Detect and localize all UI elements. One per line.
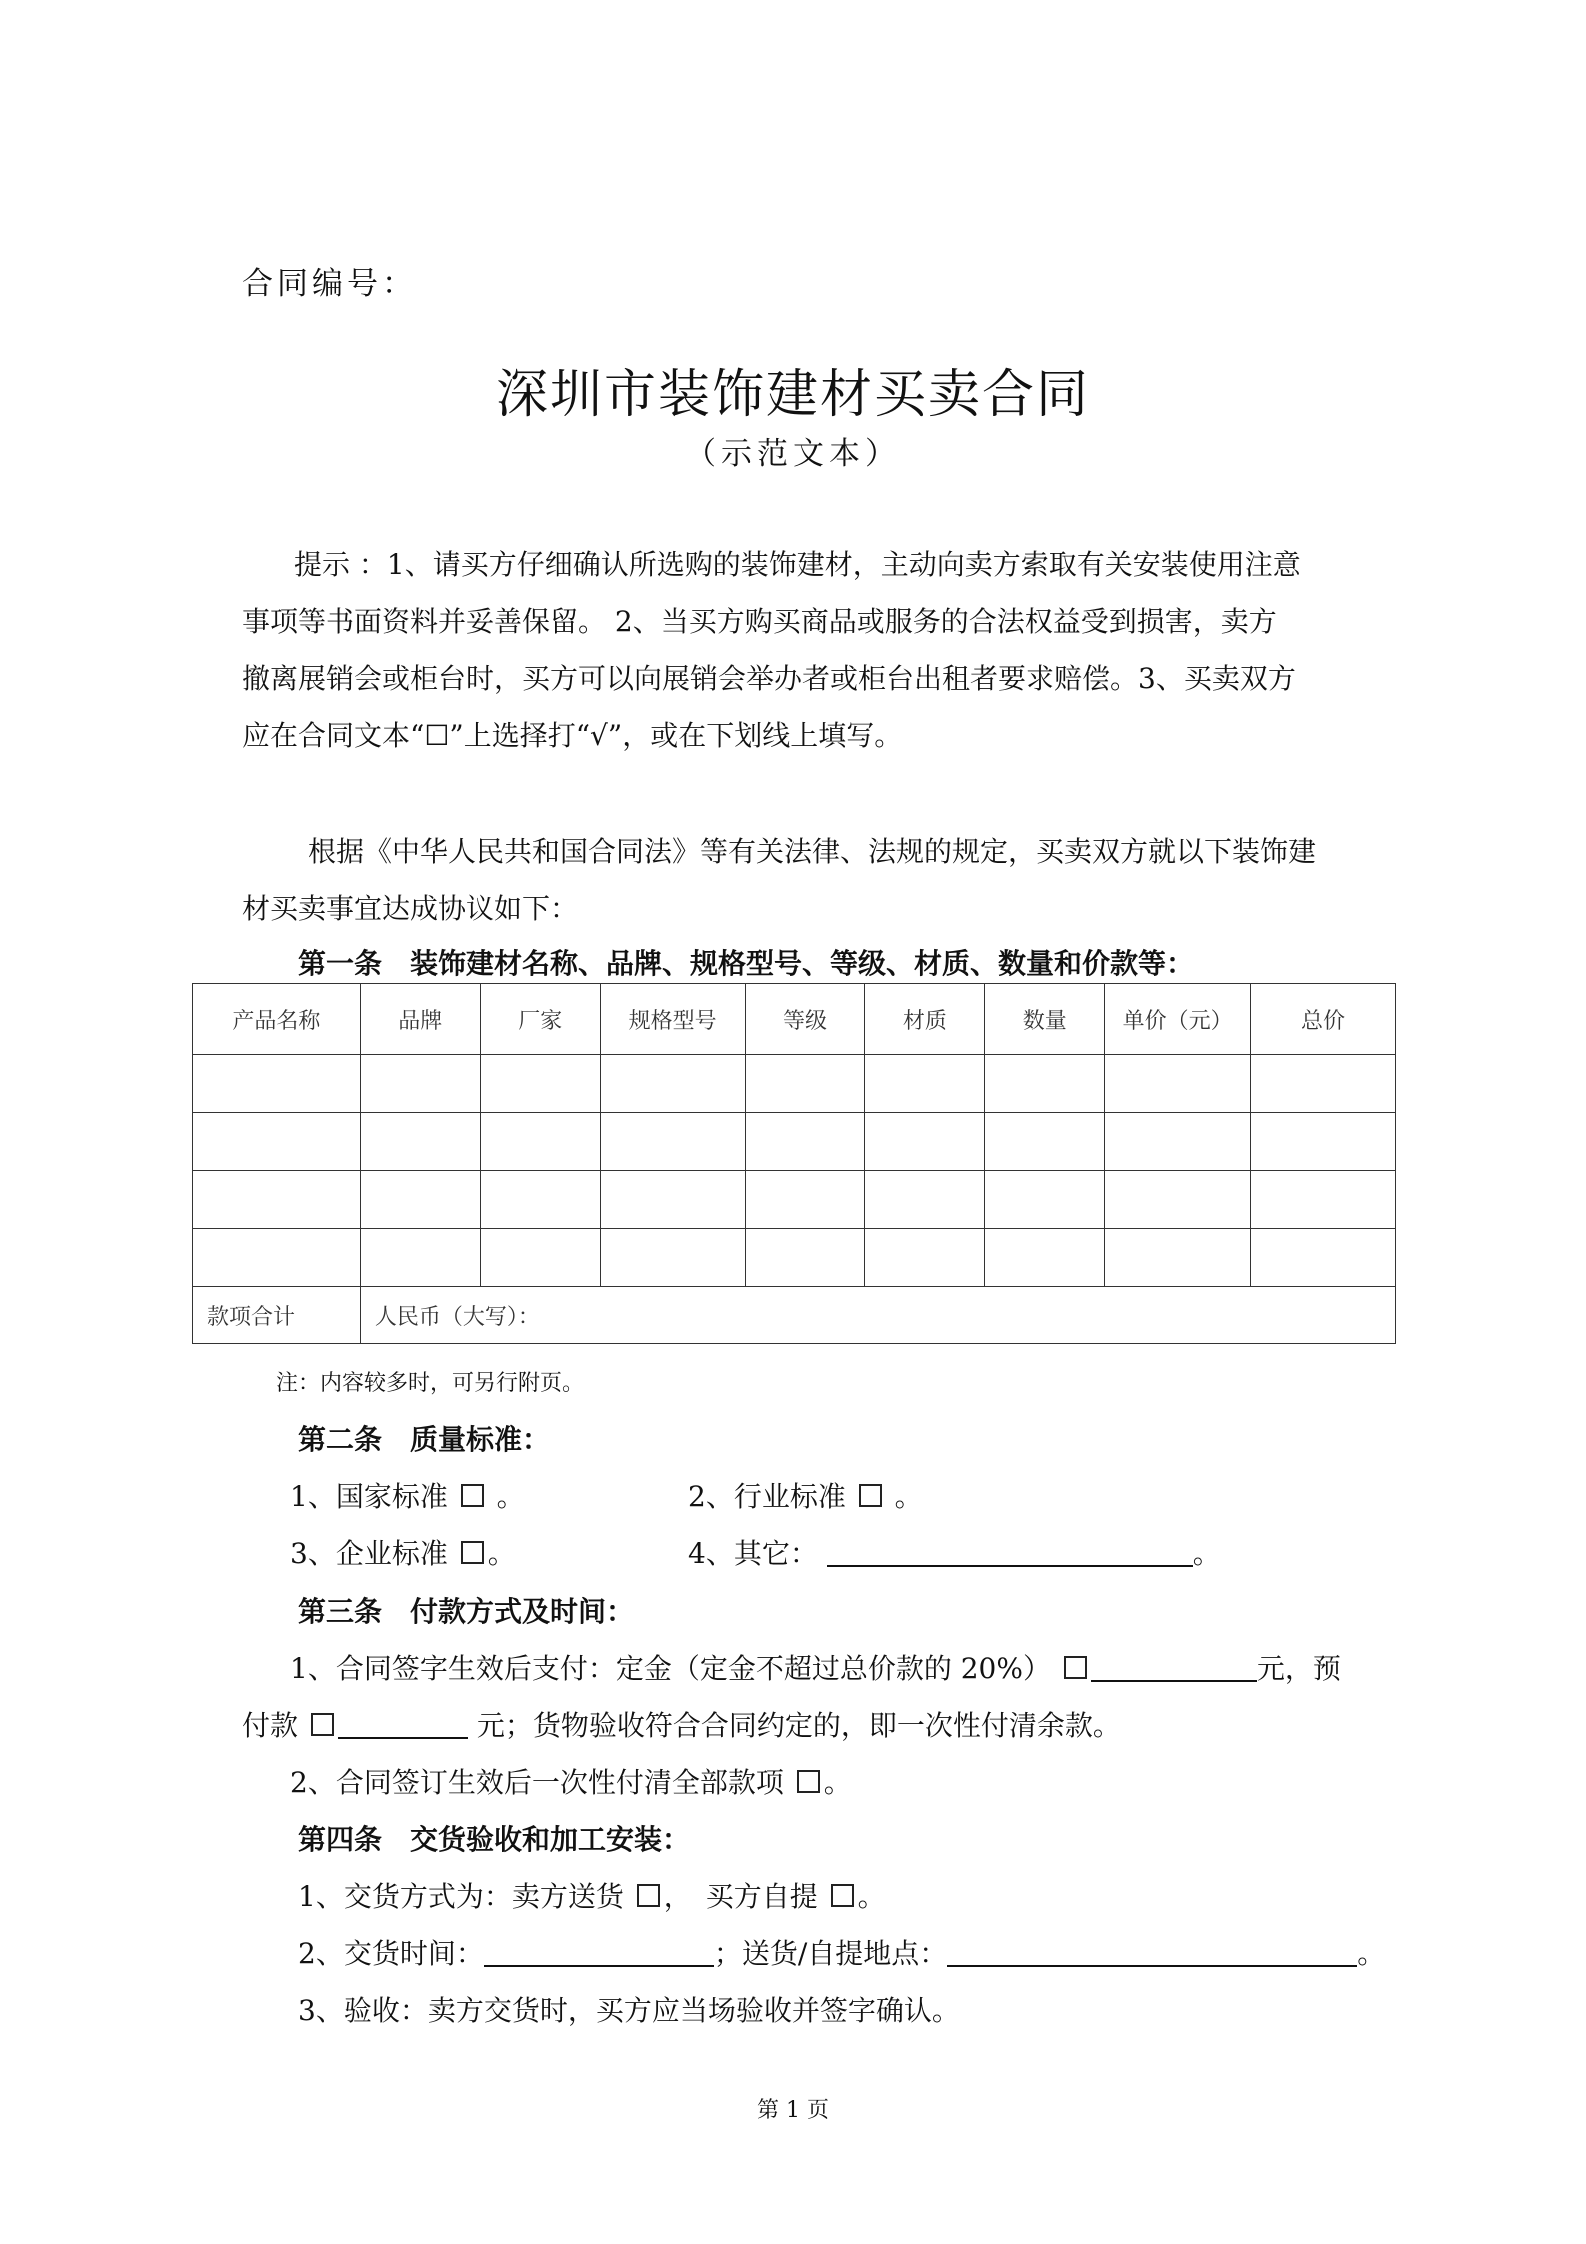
prepayment-amount-field[interactable]: [338, 1711, 468, 1739]
checkbox[interactable]: [831, 1884, 854, 1907]
table-cell[interactable]: [1251, 1113, 1396, 1171]
article-4-heading: 第四条 交货验收和加工安装：: [298, 1823, 691, 1856]
deposit-amount-field[interactable]: [1091, 1654, 1257, 1682]
table-cell[interactable]: [985, 1113, 1105, 1171]
payment-line-2: [242, 1704, 1121, 1744]
basis-line: 根据《中华人民共和国合同法》等有关法律、法规的规定，买卖双方就以下装饰建: [308, 835, 1317, 868]
payment-text: 1、合同签字生效后支付：定金（定金不超过总价款的 20%）: [290, 1652, 1051, 1685]
col-header: 材质: [865, 984, 985, 1055]
sum-label: 款项合计: [193, 1287, 361, 1344]
delivery-text: ， 买方自提: [663, 1880, 818, 1913]
col-header: 等级: [745, 984, 865, 1055]
quality-option-enterprise: [290, 1532, 516, 1572]
quality-option-industry: [688, 1475, 923, 1515]
table-cell[interactable]: [745, 1171, 865, 1229]
table-cell[interactable]: [745, 1113, 865, 1171]
table-cell[interactable]: [985, 1229, 1105, 1287]
delivery-acceptance-line: 3、验收：卖方交货时，买方应当场验收并签字确认。: [298, 1994, 960, 2027]
col-header: 厂家: [480, 984, 600, 1055]
period: 。: [894, 1480, 923, 1513]
table-cell[interactable]: [865, 1055, 985, 1113]
table-cell[interactable]: [480, 1229, 600, 1287]
table-cell[interactable]: [600, 1171, 745, 1229]
period: 。: [487, 1537, 516, 1570]
table-cell[interactable]: [865, 1113, 985, 1171]
payment-text: 付款: [242, 1709, 299, 1742]
table-cell[interactable]: [360, 1171, 480, 1229]
col-header: 产品名称: [193, 984, 361, 1055]
table-row: [193, 1055, 1396, 1113]
page-number: 第 1 页: [757, 2098, 829, 2123]
blank-field[interactable]: [827, 1539, 1193, 1567]
table-cell[interactable]: [985, 1171, 1105, 1229]
table-cell[interactable]: [360, 1113, 480, 1171]
table-note: 注：内容较多时，可另行附页。: [276, 1371, 585, 1396]
table-sum-row: [193, 1287, 1396, 1344]
table-header-row: [193, 984, 1396, 1055]
quality-option-label: 3、企业标准: [290, 1537, 448, 1570]
table-row: [193, 1171, 1396, 1229]
period: 。: [823, 1766, 852, 1799]
quality-option-label: 2、行业标准: [688, 1480, 846, 1513]
table-cell[interactable]: [193, 1113, 361, 1171]
quality-option-label: 4、其它：: [688, 1537, 818, 1570]
table-cell[interactable]: [193, 1229, 361, 1287]
hint-paragraph: [242, 536, 1356, 764]
delivery-location-field[interactable]: [947, 1939, 1357, 1967]
period: 。: [857, 1880, 886, 1913]
table-cell[interactable]: [985, 1055, 1105, 1113]
checkbox[interactable]: [461, 1484, 484, 1507]
article-3-heading: 第三条 付款方式及时间：: [298, 1595, 635, 1628]
table-cell[interactable]: [865, 1229, 985, 1287]
period: 。: [1192, 1537, 1221, 1570]
checkbox[interactable]: [461, 1541, 484, 1564]
table-cell[interactable]: [360, 1055, 480, 1113]
sum-value[interactable]: 人民币（大写）：: [360, 1287, 1395, 1344]
contract-number-label: 合同编号：: [242, 266, 417, 302]
quality-option-national: [290, 1475, 525, 1515]
table-cell[interactable]: [865, 1171, 985, 1229]
basis-paragraph: [242, 823, 1356, 937]
col-header: 单价（元）: [1105, 984, 1251, 1055]
table-cell[interactable]: [193, 1171, 361, 1229]
table-cell[interactable]: [1251, 1229, 1396, 1287]
hint-line: 事项等书面资料并妥善保留。 2、当买方购买商品或服务的合法权益受到损害，卖方: [242, 605, 1277, 638]
table-cell[interactable]: [1105, 1113, 1251, 1171]
col-header: 总价: [1251, 984, 1396, 1055]
quality-option-label: 1、国家标准: [290, 1480, 448, 1513]
delivery-text: 1、交货方式为：卖方送货: [298, 1880, 624, 1913]
table-cell[interactable]: [600, 1055, 745, 1113]
checkbox[interactable]: [637, 1884, 660, 1907]
article-1-heading: 第一条 装饰建材名称、品牌、规格型号、等级、材质、数量和价款等：: [298, 947, 1195, 980]
delivery-text: 2、交货时间：: [298, 1937, 484, 1970]
table-cell[interactable]: [193, 1055, 361, 1113]
goods-table: [192, 983, 1396, 1344]
payment-line-3: [290, 1761, 852, 1801]
hint-line: 应在合同文本“☐”上选择打“√”，或在下划线上填写。: [242, 719, 903, 752]
col-header: 数量: [985, 984, 1105, 1055]
document-subtitle: （示范文本）: [685, 436, 901, 472]
table-row: [193, 1229, 1396, 1287]
period: 。: [1357, 1937, 1386, 1970]
delivery-text: ；送货/自提地点：: [713, 1937, 948, 1970]
basis-line: 材买卖事宜达成协议如下：: [242, 892, 579, 925]
checkbox[interactable]: [797, 1770, 820, 1793]
table-cell[interactable]: [600, 1229, 745, 1287]
quality-option-other: [688, 1532, 1221, 1572]
table-cell[interactable]: [360, 1229, 480, 1287]
col-header: 品牌: [360, 984, 480, 1055]
delivery-method-line: [298, 1875, 886, 1915]
table-row: [193, 1113, 1396, 1171]
table-cell[interactable]: [480, 1055, 600, 1113]
payment-text: 2、合同签订生效后一次性付清全部款项: [290, 1766, 784, 1799]
period: 。: [496, 1480, 525, 1513]
delivery-time-field[interactable]: [484, 1939, 714, 1967]
col-header: 规格型号: [600, 984, 745, 1055]
checkbox[interactable]: [311, 1713, 334, 1736]
document-title: 深圳市装饰建材买卖合同: [495, 365, 1090, 425]
table-cell[interactable]: [1251, 1171, 1396, 1229]
article-2-heading: 第二条 质量标准：: [298, 1423, 551, 1456]
table-cell[interactable]: [600, 1113, 745, 1171]
table-cell[interactable]: [1105, 1171, 1251, 1229]
delivery-time-line: [298, 1932, 1385, 1972]
table-cell[interactable]: [480, 1171, 600, 1229]
payment-text: 元，预: [1256, 1652, 1341, 1685]
table-cell[interactable]: [1105, 1055, 1251, 1113]
table-cell[interactable]: [745, 1055, 865, 1113]
table-cell[interactable]: [480, 1113, 600, 1171]
table-cell[interactable]: [1105, 1229, 1251, 1287]
table-cell[interactable]: [1251, 1055, 1396, 1113]
table-cell[interactable]: [745, 1229, 865, 1287]
checkbox[interactable]: [859, 1484, 882, 1507]
hint-line: 撤离展销会或柜台时，买方可以向展销会举办者或柜台出租者要求赔偿。3、买卖双方: [242, 662, 1296, 695]
payment-text: 元；货物验收符合合同约定的，即一次性付清余款。: [476, 1709, 1121, 1742]
payment-line-1: [290, 1647, 1341, 1687]
checkbox[interactable]: [1064, 1656, 1087, 1679]
hint-line: 提示 ：1、请买方仔细确认所选购的装饰建材，主动向卖方索取有关安装使用注意: [294, 548, 1301, 581]
